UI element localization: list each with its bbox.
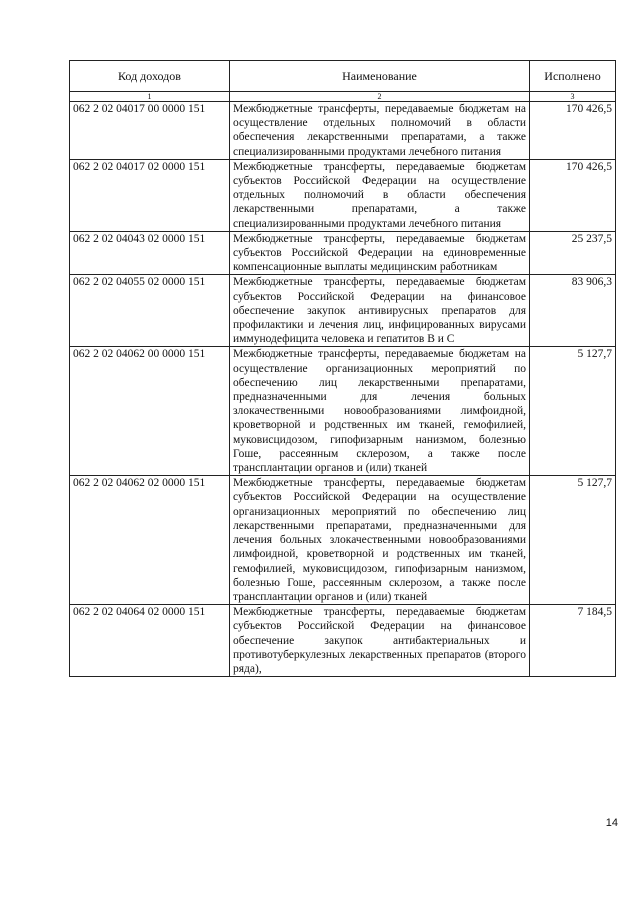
table-row: [70, 347, 616, 476]
column-number-row: [70, 92, 616, 102]
revenue-amount: 5 127,7: [530, 347, 616, 476]
revenue-name: Межбюджетные трансферты, передаваемые бюджетам субъектов Российской Федерации на единовременные компенсационные выплаты медицинским работникам: [230, 231, 530, 275]
column-number: 3: [530, 92, 616, 102]
revenue-code: 062 2 02 04043 02 0000 151: [70, 231, 230, 275]
revenue-code: 062 2 02 04017 00 0000 151: [70, 102, 230, 160]
header-name: Наименование: [230, 61, 530, 92]
revenue-table: [69, 60, 616, 677]
page-number: 14: [605, 817, 618, 829]
column-number: 2: [230, 92, 530, 102]
revenue-code: 062 2 02 04062 02 0000 151: [70, 476, 230, 605]
revenue-code: 062 2 02 04062 00 0000 151: [70, 347, 230, 476]
revenue-amount: 5 127,7: [530, 476, 616, 605]
revenue-name: Межбюджетные трансферты, передаваемые бюджетам на осуществление отдельных полномочий в области обеспечения лекарственными препаратами, а также специализированными продуктами лечебного питания: [230, 102, 530, 160]
header-amount: Исполнено: [530, 61, 616, 92]
revenue-code: 062 2 02 04064 02 0000 151: [70, 605, 230, 677]
revenue-amount: 170 426,5: [530, 159, 616, 231]
revenue-amount: 7 184,5: [530, 605, 616, 677]
revenue-name: Межбюджетные трансферты, передаваемые бюджетам субъектов Российской Федерации на финансовое обеспечение закупок антибактериальных и противотуберкулезных лекарственных препаратов (второго ряда),: [230, 605, 530, 677]
table-row: [70, 231, 616, 275]
revenue-name: Межбюджетные трансферты, передаваемые бюджетам субъектов Российской Федерации на осуществление отдельных полномочий в области обеспечения лекарственными препаратами, а также специализированными продуктами лечебного питания: [230, 159, 530, 231]
revenue-code: 062 2 02 04017 02 0000 151: [70, 159, 230, 231]
table-row: [70, 159, 616, 231]
header-row: [70, 61, 616, 92]
revenue-amount: 170 426,5: [530, 102, 616, 160]
table-row: [70, 605, 616, 677]
table-row: [70, 476, 616, 605]
revenue-code: 062 2 02 04055 02 0000 151: [70, 275, 230, 347]
table-row: [70, 275, 616, 347]
revenue-name: Межбюджетные трансферты, передаваемые бюджетам субъектов Российской Федерации на финансовое обеспечение закупок антивирусных препаратов для профилактики и лечения лиц, инфицированных вирусами иммунодефицита человека и гепатитов B и C: [230, 275, 530, 347]
revenue-name: Межбюджетные трансферты, передаваемые бюджетам субъектов Российской Федерации на осуществление организационных мероприятий по обеспечению лиц лекарственными препаратами, предназначенными для лечения больных злокачественными новообразованиями лимфоидной, кроветворной и родственных им тканей, гемофилией, муковисцидозом, гипофизарным нанизмом, болезнью Гоше, рассеянным склерозом, а также после трансплантации органов и (или) тканей: [230, 476, 530, 605]
header-code: Код доходов: [70, 61, 230, 92]
revenue-name: Межбюджетные трансферты, передаваемые бюджетам на осуществление организационных мероприятий по обеспечению лиц лекарственными препаратами, предназначенными для лечения больных злокачественными новообразованиями лимфоидной, кроветворной и родственных им тканей, гемофилией, муковисцидозом, гипофизарным нанизмом, болезнью Гоше, рассеянным склерозом, а также после трансплантации органов и (или) тканей: [230, 347, 530, 476]
table-row: [70, 102, 616, 160]
revenue-amount: 25 237,5: [530, 231, 616, 275]
column-number: 1: [70, 92, 230, 102]
revenue-amount: 83 906,3: [530, 275, 616, 347]
